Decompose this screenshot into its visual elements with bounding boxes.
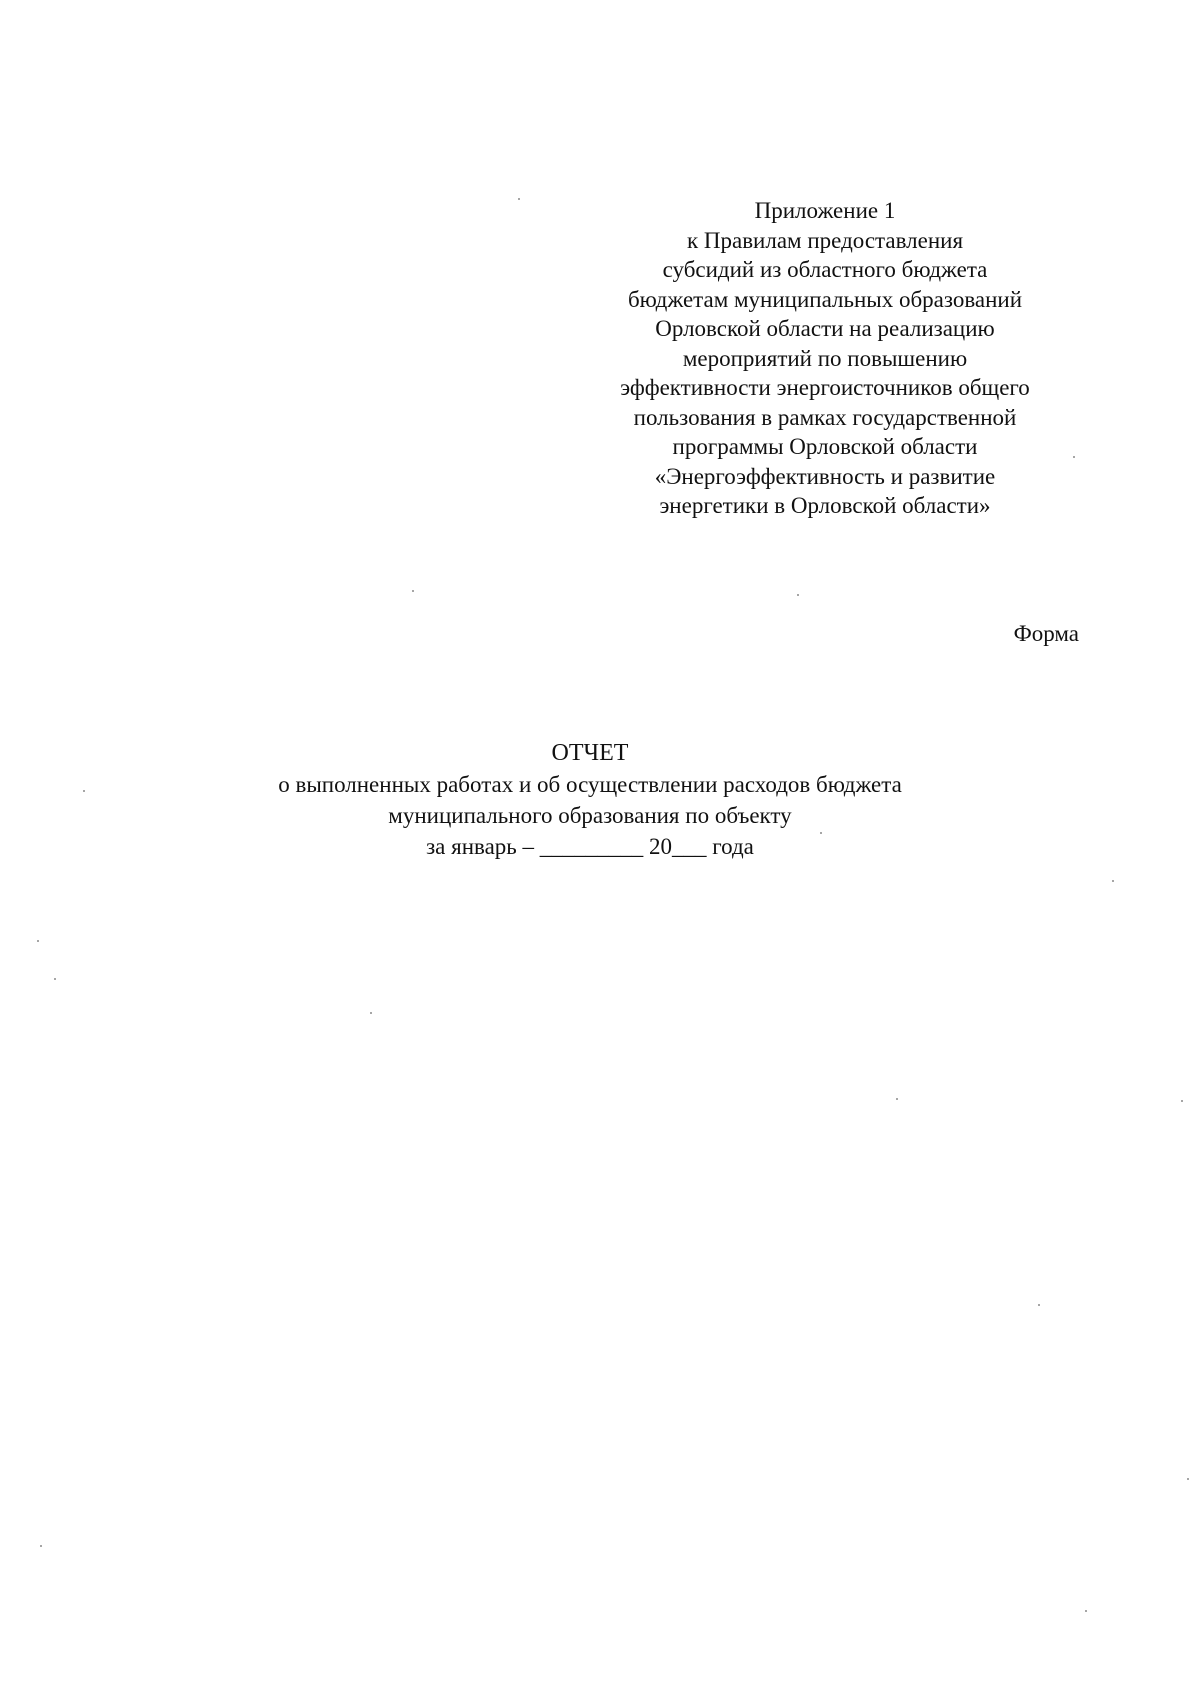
appendix-line: субсидий из областного бюджета: [662, 257, 988, 282]
scan-speck: [1187, 1478, 1189, 1480]
appendix-line: мероприятий по повышению: [682, 345, 968, 371]
appendix-line: программы Орловской области: [672, 434, 978, 459]
appendix-line: «Энергоэффективность и развитие: [654, 463, 996, 489]
scan-speck: [518, 198, 520, 200]
scan-speck: [370, 1012, 372, 1014]
report-title: ОТЧЕТ: [551, 740, 629, 766]
report-period-line: за январь – _________ 20___ года: [426, 834, 754, 859]
scan-speck: [54, 978, 56, 980]
scan-speck: [1085, 1610, 1087, 1612]
scan-speck: [1112, 880, 1114, 882]
scan-speck: [37, 940, 39, 942]
appendix-line: к Правилам предоставления: [686, 227, 964, 253]
scan-speck: [797, 594, 799, 596]
scan-speck: [1038, 1304, 1040, 1306]
report-subtitle-line: о выполненных работах и об осуществлении расходов бюджета: [278, 772, 902, 797]
appendix-line: энергетики в Орловской области»: [659, 493, 991, 518]
report-subtitle-line: муниципального образования по объекту: [388, 803, 792, 828]
appendix-line: пользования в рамках государственной: [633, 404, 1017, 430]
appendix-line: Приложение 1: [754, 198, 896, 223]
appendix-header: [560, 196, 1090, 521]
scan-speck: [412, 590, 414, 592]
form-label: Форма: [1013, 621, 1079, 646]
scan-speck: [40, 1545, 42, 1547]
report-heading: [160, 738, 1020, 862]
scan-speck: [1181, 1100, 1183, 1102]
scan-speck: [896, 1098, 898, 1100]
appendix-line: бюджетам муниципальных образований: [627, 286, 1023, 312]
scan-speck: [820, 832, 822, 834]
appendix-line: Орловской области на реализацию: [655, 316, 995, 341]
scan-speck: [1073, 456, 1075, 458]
appendix-line: эффективности энергоисточников общего: [620, 375, 1030, 400]
scan-speck: [83, 790, 85, 792]
